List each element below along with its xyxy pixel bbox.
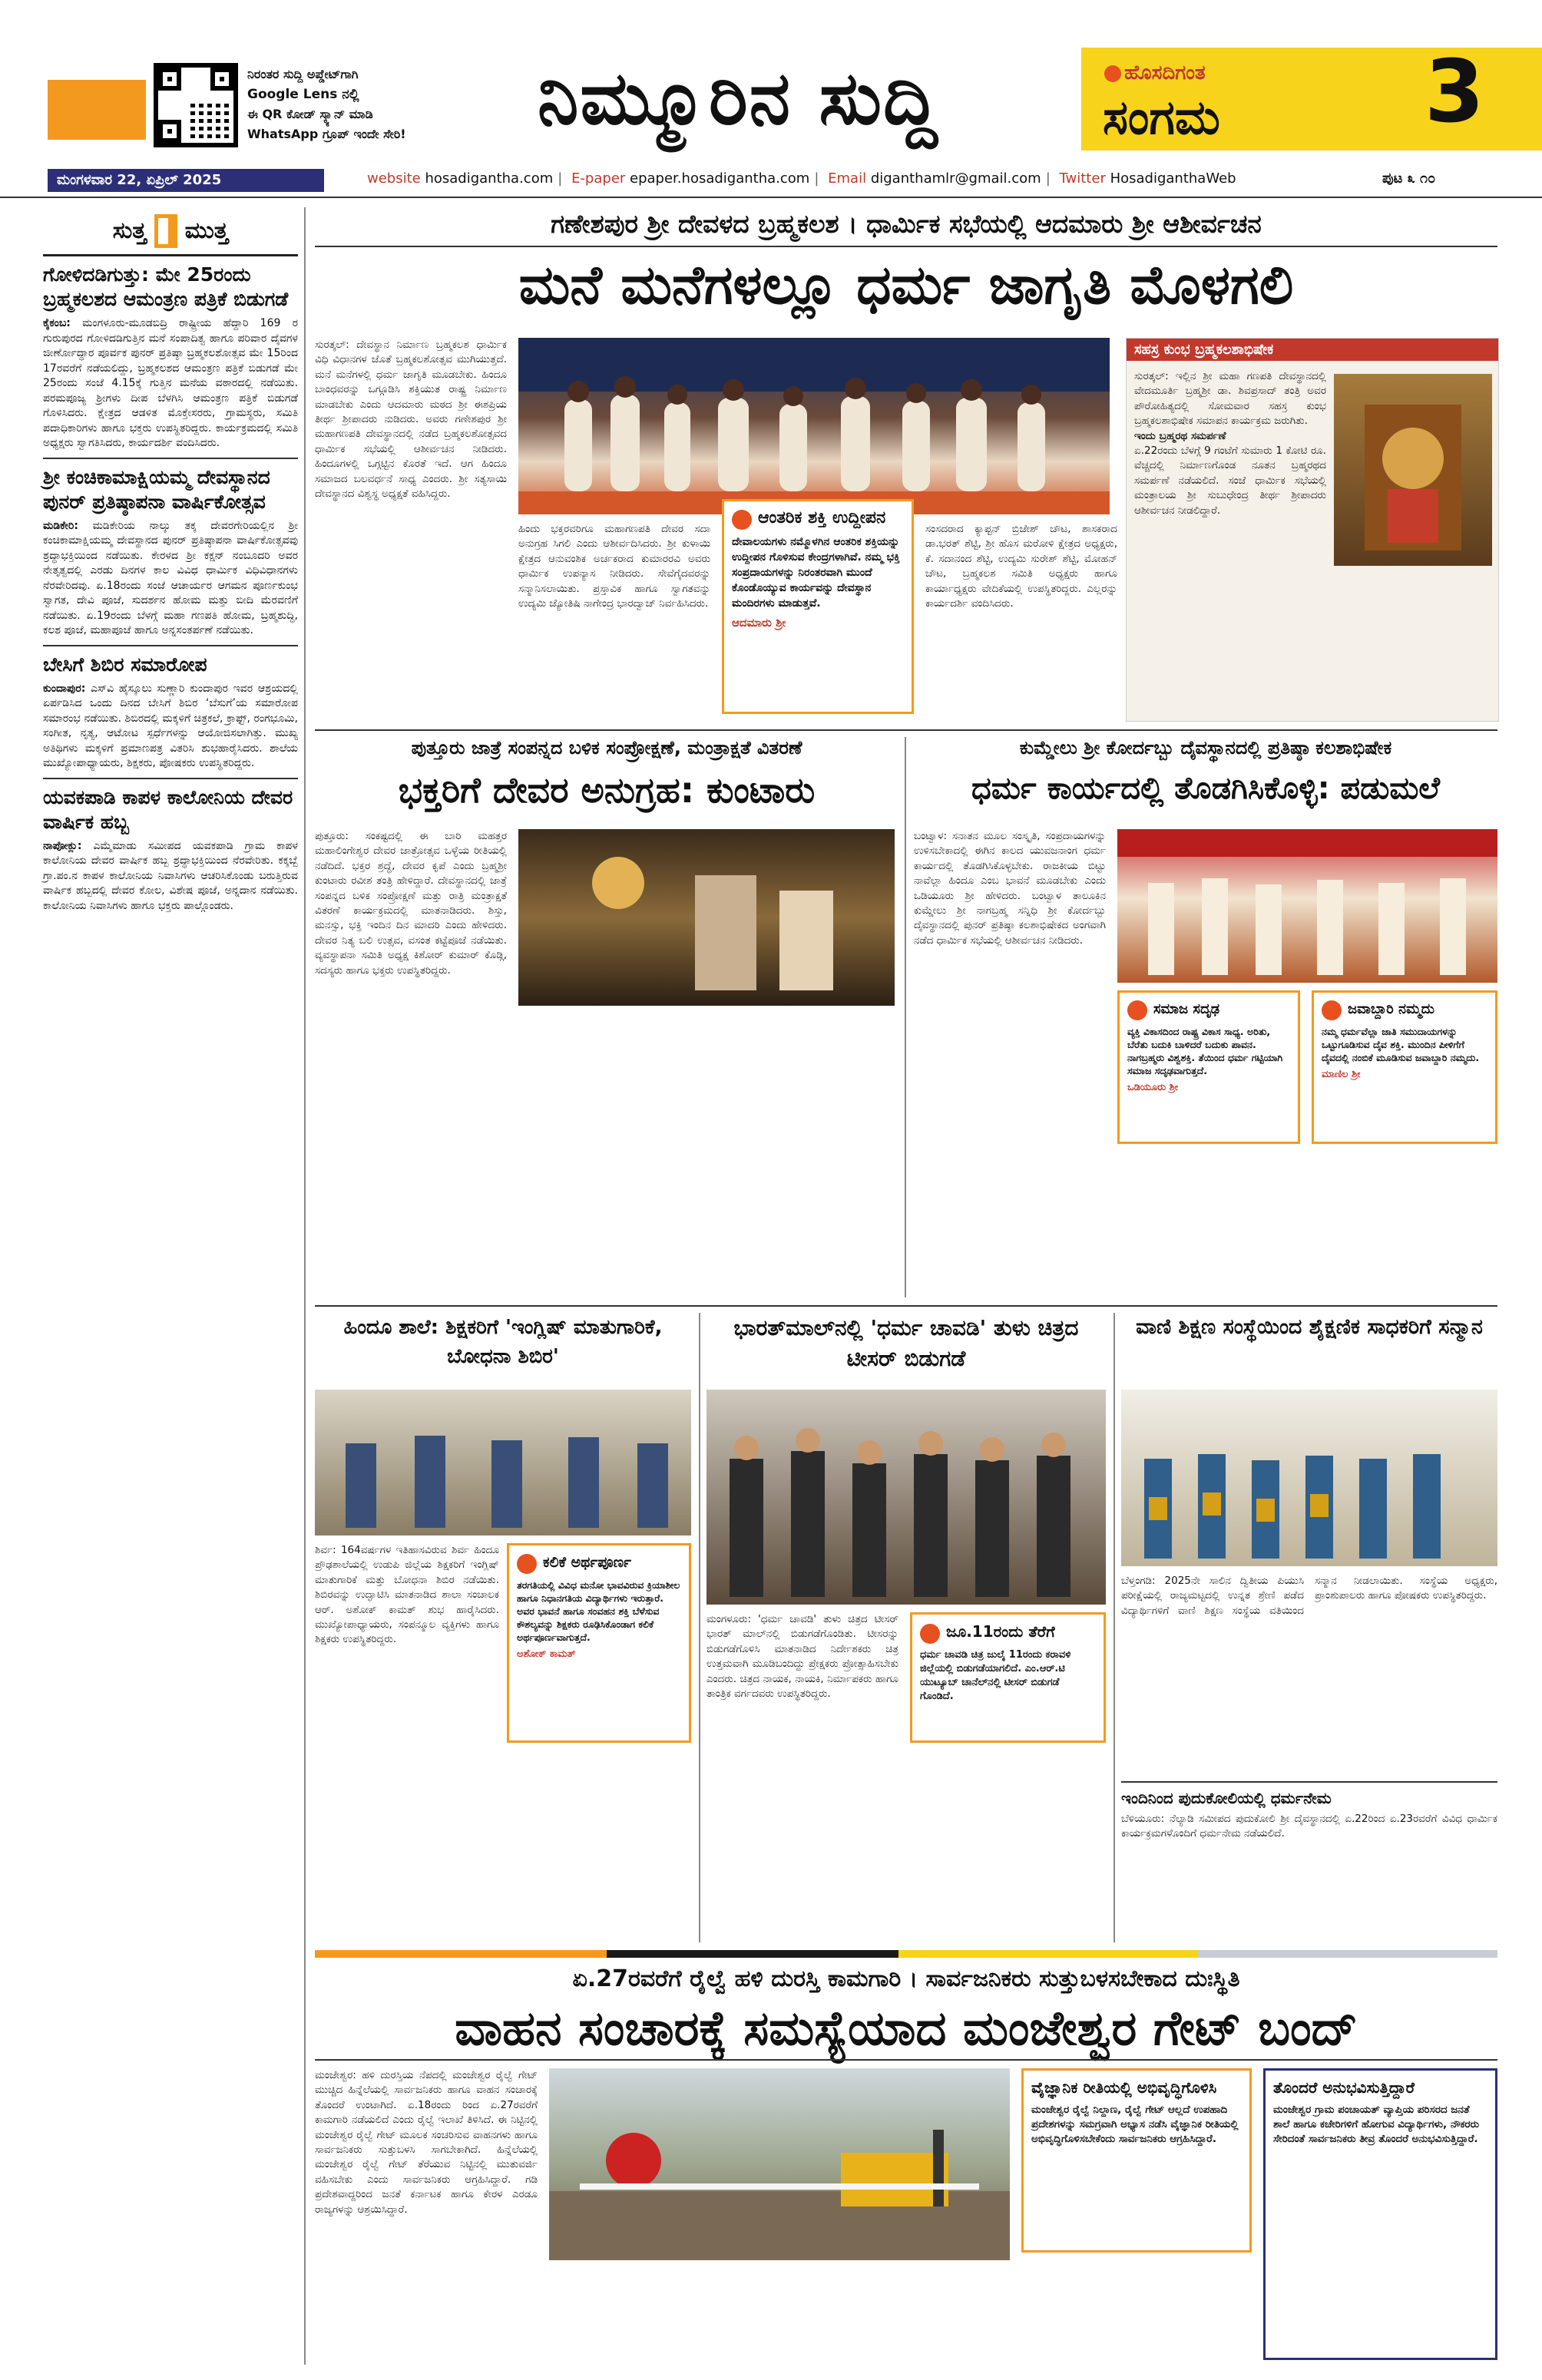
story-body: ಮಡಿಕೇರಿ: ಮಡಿಕೇರಿಯ ನಾಲ್ಕು ತಕ್ಕ ದೇವರಗೇರಿಯಲ್ಲಿನ ಶ್ರೀ ಕಂಚಿಕಾಮಾಕ್ಷಿಯಮ್ಮ ದೇವಸ್ಥಾನದ ಪುನರ್ ಪ್ರತಿಷ್ಠಾಪನಾ ವಾರ್ಷಿಕೋತ್ಸವವು ಶ್ರದ್ಧಾಭಕ್ತಿಯಿಂದ ನಡೆಯಿತು. ಕೇರಳದ ಶ್ರೀ ಕಕ್ಷನ್ ನಂಬೂದರಿ ಅವರ ನೇತೃತ್ವದಲ್ಲಿ ಎರಡು ದಿನಗಳ ಕಾಲ ವಿವಿಧ ಧಾರ್ಮಿಕ ವಿಧಿವಿಧಾನಗಳು ನೆರವೇರಿದವು. ಏ.18ರಂದು ಸಂಜೆ ಆಚಾರ್ಯರ ಆಗಮನ ಪೂರ್ಣಕುಂಭ ಸ್ವಾಗತ, ದೇವಿ ಪೂಜೆ, ಸುದರ್ಶನ ಹೋಮ ಮತ್ತು ಬೀದಿ ಮೆರವಣಿಗೆ ನಡೆಯಿತು. ಏ.19ರಂದು ಬೆಳಗ್ಗೆ ಮಹಾ ಗಣಪತಿ ಹೋಮ, ಬ್ರಹ್ಮಶುದ್ಧಿ, ಕಲಶ ಪೂಜೆ, ಮಹಾಪೂಜೆ ಹಾಗೂ ಅನ್ನಸಂತರ್ಪಣೆ ನಡೆಯಿತು.: [43, 519, 298, 636]
info-bar: [0, 163, 1542, 198]
decor-stripe: [1198, 1950, 1497, 1958]
felicitation-photo: [1121, 1390, 1497, 1566]
masthead-title: ನಿಮ್ಮೂರಿನ ಸುದ್ದಿ: [538, 55, 939, 141]
email-label: Email: [828, 170, 867, 187]
website-label: website: [367, 170, 421, 187]
callout-body: ಧರ್ಮ ಚಾವಡಿ ಚಿತ್ರ ಜುಲೈ 11ರಂದು ಕರಾವಳಿ ಜಿಲ್ಲೆಯಲ್ಲಿ ಬಿಡುಗಡೆಯಾಗಲಿದೆ. ಎಂ.ಆರ್.ಟಿ ಯುಟ್ಯೂಬ್ ಚಾನೆಲ್‌ನಲ್ಲಿ ಟೀಸರ್ ಬಿಡುಗಡೆ ಗೊಂಡಿದೆ.: [920, 1648, 1071, 1702]
column-title-a: ಸುತ್ತ: [112, 217, 147, 244]
story-body: ಕುಂದಾಪುರ: ಎಸ್‌ವಿ ಹೈಸ್ಕೂಲು ಸುಣ್ಣಾರಿ ಕುಂದಾಪುರ ಇವರ ಆಶ್ರಯದಲ್ಲಿ ಏರ್ಪಡಿಸಿದ ಒಂದು ದಿನದ ಬೇಸಿಗೆ ಶಿಬಿರ ‘ಬೆಸುಗೆ’ಯ ಸಮಾರೋಪ ಸಮಾರಂಭ ನಡೆಯಿತು. ಶಿಬಿರದಲ್ಲಿ ಮಕ್ಕಳಿಗೆ ಚಿತ್ರಕಲೆ, ಕ್ರಾಫ್ಟ್, ರಂಗಭೂಮಿ, ಸಂಗೀತ, ನೃತ್ಯ, ಆಟೋಟ ಸ್ಪರ್ಧೆಗಳನ್ನು ಆಯೋಜಿಸಲಾಗಿತ್ತು. ಮುಖ್ಯ ಅತಿಥಿಗಳು ಮಕ್ಕಳಿಗೆ ಪ್ರಮಾಣಪತ್ರ ವಿತರಿಸಿ ಶುಭಹಾರೈಸಿದರು. ಶಾಲೆಯ ಮುಖ್ಯೋಪಾಧ್ಯಾಯರು, ಶಿಕ್ಷಕರು, ಪೋಷಕರು ಉಪಸ್ಥಿತರಿದ್ದರು.: [43, 682, 298, 769]
callout-body: ವ್ಯಕ್ತಿ ವಿಕಾಸದಿಂದ ರಾಷ್ಟ್ರ ವಿಕಾಸ ಸಾಧ್ಯ. ಅರಿತು, ಬೆರೆತು ಬದುಕಿ ಬಾಳಿದರೆ ಬದುಕು ಪಾವನ. ನಾಗಬ್ರಹ್ಮರು ವಿಶ್ವಶಕ್ತಿ. ತೆಯಿಂದ ಧರ್ಮ ಗಟ್ಟಿಯಾಗಿ ಸಮಾಜ ಸದೃಢವಾಗುತ್ತದೆ.: [1127, 1026, 1283, 1076]
promo-line: ನಿರಂತರ ಸುದ್ದಿ ಅಪ್ಡೇಟ್‌ಗಾಗಿ: [247, 67, 359, 81]
puttur-body-cont: [518, 1013, 895, 1290]
story-headline: ವಾಹನ ಸಂಚಾರಕ್ಕೆ ಸಮಸ್ಯೆಯಾದ ಮಂಜೇಶ್ವರ ಗೇಟ್ ಬಂದ್: [455, 2000, 1358, 2056]
masthead-color-block: [48, 80, 146, 140]
bottom-body: ಮಂಜೇಶ್ವರ: ಹಳಿ ದುರಸ್ತಿಯ ನೆಪದಲ್ಲಿ ಮಂಜೇಶ್ವರ ರೈಲ್ವೆ ಗೇಟ್ ಮುಚ್ಚಿದ ಹಿನ್ನೆಲೆಯಲ್ಲಿ ಸಾರ್ವಜನಿಕರು ಹಾಗೂ ವಾಹನ ಸಂಚಾರಕ್ಕೆ ತೊಂದರೆ ಉಂಟಾಗಿದೆ. ಏ.18ರಂದು ರಿಂದ ಏ.27ರವರೆಗೆ ಕಾಮಗಾರಿ ನಡೆಯಲಿದೆ ಎಂದು ರೈಲ್ವೆ ಇಲಾಖೆ ತಿಳಿಸಿದೆ. ಈ ನಿಟ್ಟಿನಲ್ಲಿ ಮಂಜೇಶ್ವರ ರೈಲ್ವೆ ಗೇಟ್ ಮೂಲಕ ಸಂಚರಿಸುವ ವಾಹನಗಳು ಹಾಗೂ ಸಾರ್ವಜನಿಕರು ಸುತ್ತುಬಳಸಿ ಸಾಗಬೇಕಾಗಿದೆ. ಹಿನ್ನೆಲೆಯಲ್ಲಿ ಮಂಜೇಶ್ವರ ರೈಲ್ವೆ ಗೇಟ್ ತೆರೆಯುವ ನಿಟ್ಟಿನಲ್ಲಿ ಮುತುವರ್ಜಿ ವಹಿಸಬೇಕು ಎಂದು ಸಾರ್ವಜನಿಕರು ಆಗ್ರಹಿಸಿದ್ದಾರೆ. ಗಡಿ ಪ್ರದೇಶವಾದ್ದರಿಂದ ಜನತೆ ಕರ್ನಾಟಕ ಹಾಗೂ ಕೇರಳ ಎರಡೂ ರಾಜ್ಯಗಳನ್ನು ಆಶ್ರಯಿಸಿದ್ದಾರೆ.: [315, 2069, 538, 2216]
story-kicker: ಗಣೇಶಪುರ ಶ್ರೀ ದೇವಳದ ಬ್ರಹ್ಮಕಲಶ । ಧಾರ್ಮಿಕ ಸಭೆಯಲ್ಲಿ ಆದಮಾರು ಶ್ರೀ ಆಶೀರ್ವಚನ: [551, 209, 1262, 239]
callout-body: ಮಂಜೇಶ್ವರ ಗ್ರಾಮ ಪಂಚಾಯತ್ ವ್ಯಾಪ್ತಿಯ ಪರಿಸರದ ಜನತೆ ಶಾಲೆ ಹಾಗೂ ಕಚೇರಿಗಳಿಗೆ ಹೋಗುವ ವಿದ್ಯಾರ್ಥಿಗಳು, ನೌಕರರು ಸೇರಿದಂತೆ ಸಾರ್ವಜನಿಕರು ತೀವ್ರ ತೊಂದರೆ ಅನುಭವಿಸುತ್ತಿದ್ದಾರೆ.: [1273, 2104, 1480, 2145]
film-story: [706, 1313, 1106, 1374]
quote-callout: [1312, 990, 1497, 1144]
promo-line: WhatsApp ಗ್ರೂಪ್ ಇಂದೇ ಸೇರಿ!: [247, 127, 406, 141]
stage-photo: [518, 338, 1110, 514]
door-icon: [154, 214, 177, 248]
side-box-title: ಸಹಸ್ರ ಕುಂಭ ಬ್ರಹ್ಮಕಲಶಾಭಿಷೇಕ: [1127, 339, 1498, 361]
kumdelu-story: [914, 737, 1497, 806]
column-title-b: ಮುತ್ತ: [184, 217, 229, 244]
promo-line: Google Lens ನಲ್ಲಿ: [247, 87, 359, 102]
ceremony-photo: [1117, 829, 1497, 983]
film-body: ಮಂಗಳೂರು: 'ಧರ್ಮ ಚಾವಡಿ' ತುಳು ಚಿತ್ರದ ಟೀಸರ್ ಭಾರತ್ ಮಾಲ್‌ನಲ್ಲಿ ಬಿಡುಗಡೆಗೊಂಡಿತು. ಟೀಸರನ್ನು ಬಿಡುಗಡೆಗೊಳಿಸಿ ಮಾತನಾಡಿದ ನಿರ್ದೇಶಕರು ಚಿತ್ರ ಉತ್ತಮವಾಗಿ ಮೂಡಿಬಂದಿದ್ದು ಪ್ರೇಕ್ಷಕರು ಪ್ರೋತ್ಸಾಹಿಸಬೇಕು ಎಂದರು. ಚಿತ್ರದ ನಾಯಕ, ನಾಯಕಿ, ನಿರ್ಮಾಪಕರು ಹಾಗೂ ತಾಂತ್ರಿಕ ವರ್ಗದವರು ಉಪಸ್ಥಿತರಿದ್ದರು.: [706, 1613, 898, 1701]
quote-callout: [722, 499, 914, 714]
top-story: [315, 209, 1497, 240]
school-photo: [315, 1390, 691, 1535]
side-box-body: ಸುರತ್ಕಲ್: ಇಲ್ಲಿನ ಶ್ರೀ ಮಹಾ ಗಣಪತಿ ದೇವಸ್ಥಾನದಲ್ಲಿ ವೇದಮೂರ್ತಿ ಬ್ರಹ್ಮಶ್ರೀ ಡಾ. ಶಿವಪ್ರಸಾದ್ ತಂತ್ರಿ ಅವರ ಪೌರೋಹಿತ್ಯದಲ್ಲಿ ಸೋಮವಾರ ಸಹಸ್ರ ಕುಂಭ ಬ್ರಹ್ಮಕಲಶಾಭಿಷೇಕ ಸಮಾಪನ ಕಾರ್ಯಕ್ರಮ ಜರುಗಿತು. ಇಂದು ಬ್ರಹ್ಮರಥ ಸಮರ್ಪಣೆ ಏ.22ರಂದು ಬೆಳಗ್ಗೆ 9 ಗಂಟೆಗೆ ಸುಮಾರು 1 ಕೋಟಿ ರೂ. ವೆಚ್ಚದಲ್ಲಿ ನಿರ್ಮಾಣಗೊಂಡ ನೂತನ ಬ್ರಹ್ಮರಥದ ಸಮರ್ಪಣೆ ನಡೆಯಲಿದೆ. ಸಂಜೆ ಧಾರ್ಮಿಕ ಸಭೆಯಲ್ಲಿ ಮಂತ್ರಾಲಯ ಶ್ರೀ ಸುಬುಧೇಂದ್ರ ತೀರ್ಥ ಶ್ರೀಪಾದರು ಆಶೀರ್ವಚನ ನೀಡಲಿದ್ದಾರೆ.: [1134, 370, 1326, 517]
story-headline: ಶ್ರೀ ಕಂಚಿಕಾಮಾಕ್ಷಿಯಮ್ಮ ದೇವಸ್ಥಾನದ ಪುನರ್ ಪ್ರತಿಷ್ಠಾಪನಾ ವಾರ್ಷಿಕೋತ್ಸವ: [43, 465, 270, 513]
callout-signature: ಮಾಣಿಲ ಶ್ರೀ: [1322, 1069, 1361, 1080]
school-body: ಶಿರ್ವ: 164ವರ್ಷಗಳ ಇತಿಹಾಸವಿರುವ ಶಿರ್ವ ಹಿಂದೂ ಪ್ರೌಢಶಾಲೆಯಲ್ಲಿ ಉಡುಪಿ ಜಿಲ್ಲೆಯ ಶಿಕ್ಷಕರಿಗೆ ಇಂಗ್ಲಿಷ್ ಮಾತುಗಾರಿಕೆ ಮತ್ತು ಬೋಧನಾ ಶಿಬಿರ ನಡೆಯಿತು. ಶಿಬಿರವನ್ನು ಉದ್ಘಾಟಿಸಿ ಮಾತನಾಡಿದ ಶಾಲಾ ಸಂಚಾಲಕ ಆರ್. ಅಶೋಕ್ ಕಾಮತ್ ಶುಭ ಹಾರೈಸಿದರು. ಮುಖ್ಯೋಪಾಧ್ಯಾಯರು, ಸಂಪನ್ಮೂಲ ವ್ಯಕ್ತಿಗಳು ಹಾಗೂ ಶಿಕ್ಷಕರು ಉಪಸ್ಥಿತರಿದ್ದರು.: [315, 1544, 499, 1646]
story-headline: ಧರ್ಮ ಕಾರ್ಯದಲ್ಲಿ ತೊಡಗಿಸಿಕೊಳ್ಳಿ: ಪಡುಮಲೆ: [971, 771, 1440, 806]
top-story-col1: ಸುರತ್ಕಲ್: ದೇವಸ್ಥಾನ ನಿರ್ಮಾಣ ಬ್ರಹ್ಮಕಲಶ ಧಾರ್ಮಿಕ ವಿಧಿ ವಿಧಾನಗಳ ಜೊತೆ ಬ್ರಹ್ಮಕಲಶೋತ್ಸವ ಮುಗಿಯುತ್ತದೆ. ಮನೆ ಮನೆಗಳಲ್ಲಿ ಧರ್ಮ ಜಾಗೃತಿ ಮೂಡಬೇಕು. ಹಿಂದೂ ಬಾಂಧವರನ್ನು ಒಗ್ಗೂಡಿಸಿ ಶಕ್ತಿಯುತ ರಾಷ್ಟ್ರ ನಿರ್ಮಾಣ ಮಾಡಬೇಕು ಎಂದು ಆದಮಾರು ಮಠದ ಶ್ರೀ ಈಶಪ್ರಿಯ ತೀರ್ಥ ಶ್ರೀಪಾದರು ನುಡಿದರು. ಅವರು ಗಣೇಶಪುರ ಶ್ರೀ ಮಹಾಗಣಪತಿ ದೇವಸ್ಥಾನದಲ್ಲಿ ನಡೆದ ಬ್ರಹ್ಮಕಲಶೋತ್ಸವದ ಧಾರ್ಮಿಕ ಸಭೆಯಲ್ಲಿ ಆಶೀರ್ವಚನ ನೀಡಿದರು. ಹಿಂದೂಗಳಲ್ಲಿ ಒಗ್ಗಟ್ಟಿನ ಕೊರತೆ ಇದೆ. ಆಗ ಹಿಂದೂ ಸಮಾಜದ ಬಲವರ್ಧನೆ ಸಾಧ್ಯ ಎಂದರು. ಶ್ರೀ ಸತ್ಯಸಾಯಿ ದೇವಸ್ಥಾನದ ವಿಶ್ವಸ್ಥ ಅಧ್ಯಕ್ಷತೆ ವಹಿಸಿದ್ದರು.: [315, 339, 507, 501]
story-headline: ಭಾರತ್‌ಮಾಲ್‌ನಲ್ಲಿ 'ಧರ್ಮ ಚಾವಡಿ' ತುಳು ಚಿತ್ರದ ಟೀಸರ್ ಬಿಡುಗಡೆ: [733, 1315, 1079, 1371]
story-headline: ವಾಣಿ ಶಿಕ್ಷಣ ಸಂಸ್ಥೆಯಿಂದ ಶೈಕ್ಷಣಿಕ ಸಾಧಕರಿಗೆ ಸನ್ಮಾನ: [1136, 1315, 1483, 1339]
left-column: [43, 207, 298, 2365]
vani-body: ಬೆಳ್ತಂಗಡಿ: 2025ನೇ ಸಾಲಿನ ದ್ವಿತೀಯ ಪಿಯುಸಿ ಪರೀಕ್ಷೆಯಲ್ಲಿ ರಾಜ್ಯಮಟ್ಟದಲ್ಲಿ ಉನ್ನತ ಶ್ರೇಣಿ ಪಡೆದ ವಿದ್ಯಾರ್ಥಿಗಳಿಗೆ ವಾಣಿ ಶಿಕ್ಷಣ ಸಂಸ್ಥೆಯ ವತಿಯಿಂದ ಸನ್ಮಾನ ನೀಡಲಾಯಿತು. ಸಂಸ್ಥೆಯ ಅಧ್ಯಕ್ಷರು, ಪ್ರಾಂಶುಪಾಲರು ಹಾಗೂ ಪೋಷಕರು ಉಪಸ್ಥಿತರಿದ್ದರು.: [1121, 1575, 1497, 1617]
contact-links: website hosadigantha.com | E-paper epaper.hosadigantha.com | Email diganthamlr@gmail.com | Twitter HosadiganthaWeb: [367, 170, 1236, 187]
twitter-link[interactable]: HosadiganthaWeb: [1110, 170, 1236, 187]
demand-callout: [1021, 2068, 1252, 2253]
callout-title: ವೈಜ್ಞಾನಿಕ ರೀತಿಯಲ್ಲಿ ಅಭಿವೃದ್ಧಿಗೊಳಿಸಿ: [1031, 2078, 1217, 2097]
callout-signature: ಆದಮಾರು ಶ್ರೀ: [732, 615, 786, 630]
release-callout: [910, 1612, 1106, 1743]
bottom-story: [315, 1965, 1497, 2057]
email-link[interactable]: diganthamlr@gmail.com: [870, 170, 1041, 187]
top-headline: ಮನೆ ಮನೆಗಳಲ್ಲೂ ಧರ್ಮ ಜಾಗೃತಿ ಮೊಳಗಲಿ: [518, 253, 1294, 316]
page-number: 3: [1425, 42, 1484, 142]
side-box-subhead: ಇಂದು ಬ್ರಹ್ಮರಥ ಸಮರ್ಪಣೆ: [1134, 429, 1226, 442]
quote-icon: [1127, 1000, 1147, 1020]
page-count: ಪುಟ ೩ ೧೦: [1382, 170, 1436, 187]
railway-gate-photo: [549, 2068, 1010, 2260]
promo-line: ಈ QR ಕೋಡ್ ಸ್ಕ್ಯಾನ್ ಮಾಡಿ: [247, 107, 373, 121]
story-kicker: ಏ.27ರವರೆಗೆ ರೈಲ್ವೆ ಹಳಿ ದುರಸ್ತಿ ಕಾಮಗಾರಿ । ಸಾರ್ವಜನಿಕರು ಸುತ್ತುಬಳಸಬೇಕಾದ ದುಃಸ್ಥಿತಿ: [572, 1965, 1240, 1992]
story-kicker: ಪುತ್ತೂರು ಜಾತ್ರೆ ಸಂಪನ್ನದ ಬಳಿಕ ಸಂಪ್ರೋಕ್ಷಣೆ, ಮಂತ್ರಾಕ್ಷತೆ ವಿತರಣೆ: [411, 737, 802, 759]
qr-code-icon: [154, 63, 238, 147]
masthead: [0, 0, 1542, 161]
decor-stripe: [898, 1950, 1198, 1958]
section-name: ಸಂಗಮ: [1103, 89, 1220, 145]
callout-body: ಮಂಜೇಶ್ವರ ರೈಲ್ವೆ ನಿಲ್ದಾಣ, ರೈಲ್ವೆ ಗೇಟ್ ಆಲ್ಲದೆ ಉಪಹಾದಿ ಪ್ರದೇಶಗಳನ್ನು ಸಮಗ್ರವಾಗಿ ಅಭ್ಯಾಸ ನಡೆಸಿ ವೈಜ್ಞಾನಿಕ ರೀತಿಯಲ್ಲಿ ಅಭಿವೃದ್ಧಿಗೊಳಿಸಬೇಕೆಂದು ಸಾರ್ವಜನಿಕರು ಆಗ್ರಹಿಸಿದ್ದಾರೆ.: [1031, 2104, 1239, 2145]
brand-logo: [1104, 61, 1206, 85]
sun-icon: [1104, 65, 1121, 82]
idol-photo: [1334, 374, 1492, 566]
top-story-col3: ಸಂಸದರಾದ ಕ್ಯಾಪ್ಟನ್ ಬ್ರಿಜೇಶ್ ಚೌಟ, ಶಾಸಕರಾದ ಡಾ.ಭರತ್ ಶೆಟ್ಟಿ, ಶ್ರೀ ಹೊಸ ಮರೋಳಿ ಕ್ಷೇತ್ರದ ಅಧ್ಯಕ್ಷರು, ಕೆ. ಸದಾನಂದ ಶೆಟ್ಟಿ, ಉದ್ಯಮಿ ಸುರೇಶ್ ಶೆಟ್ಟಿ, ಮೋಹನ್ ಚೌಟ, ಬ್ರಹ್ಮಕಲಶ ಸಮಿತಿ ಅಧ್ಯಕ್ಷರು ಹಾಗೂ ಕಾರ್ಯಾಧ್ಯಕ್ಷರು ವೇದಿಕೆಯಲ್ಲಿ ಉಪಸ್ಥಿತರಿದ್ದರು. ಎಲ್ಲರನ್ನು ಕಾರ್ಯದರ್ಶಿ ವಂದಿಸಿದರು.: [925, 523, 1117, 610]
story-headline: ಬೇಸಿಗೆ ಶಿಬಿರ ಸಮಾರೋಪ: [43, 653, 207, 676]
twitter-label: Twitter: [1059, 170, 1106, 187]
callout-title: ತೊಂದರೆ ಅನುಭವಿಸುತ್ತಿದ್ದಾರೆ: [1273, 2078, 1415, 2097]
website-link[interactable]: hosadigantha.com: [425, 170, 554, 187]
story-kicker: ಕುಮ್ಡೇಲು ಶ್ರೀ ಕೋರ್ದಬ್ಬು ದೈವಸ್ಥಾನದಲ್ಲಿ ಪ್ರತಿಷ್ಠಾ ಕಲಶಾಭಿಷೇಕ: [1019, 737, 1392, 759]
puttur-body: ಪುತ್ತೂರು: ಸಂಕಷ್ಟದಲ್ಲಿ ಈ ಬಾರಿ ಮಹತ್ತರ ಮಹಾಲಿಂಗೇಶ್ವರ ದೇವರ ಜಾತ್ರೋತ್ಸವ ಒಳ್ಳೆಯ ರೀತಿಯಲ್ಲಿ ನಡೆದಿದೆ. ಭಕ್ತರ ಶ್ರದ್ಧೆ, ದೇವರ ಕೃಪೆ ಎಂದು ಬ್ರಹ್ಮಶ್ರೀ ಕುಂಟಾರು ರವೀಶ ತಂತ್ರಿ ಹೇಳಿದ್ದಾರೆ. ದೇವಸ್ಥಾನದಲ್ಲಿ ಜಾತ್ರೆ ಸಂಪನ್ನದ ಬಳಿಕ ಸಂಪ್ರೋಕ್ಷಣೆ ಮತ್ತು ರಾತ್ರಿ ಮಂತ್ರಾಕ್ಷತೆ ವಿತರಣೆ ಕಾರ್ಯಕ್ರಮದಲ್ಲಿ ಮಾತನಾಡಿದರು. ಶಿಸ್ತು, ಮನಸ್ಸು, ಭಕ್ತಿ ಇಂದಿನ ದಿನ ಮಾದರಿ ಎಂದು ಹೇಳಿದರು. ದೇವರ ನಿತ್ಯ ಬಲಿ ಉತ್ಸವ, ವಸಂತ ಕಟ್ಟೆಪೂಜೆ ನಡೆಯಿತು. ವ್ಯವಸ್ಥಾಪನಾ ಸಮಿತಿ ಅಧ್ಯಕ್ಷ ಕಿಶೋರ್ ಕುಮಾರ್ ಕೊಡ್ಗಿ, ಸದಸ್ಯರು ಹಾಗೂ ಭಕ್ತರು ಉಪಸ್ಥಿತರಿದ್ದರು.: [315, 830, 507, 977]
story-headline: ಇಂದಿನಿಂದ ಪುದುಕೋಲಿಯಲ್ಲಿ ಧರ್ಮನೇಮ: [1121, 1789, 1332, 1807]
story-body: ಬೆಳಿಯೂರು: ನೆಲ್ಯಾಡಿ ಸಮೀಪದ ಪುದುಕೋಲಿ ಶ್ರೀ ದೈವಸ್ಥಾನದಲ್ಲಿ ಏ.22ರಿಂದ ಏ.23ರವರೆಗೆ ವಿವಿಧ ಧಾರ್ಮಿಕ ಕಾರ್ಯಕ್ರಮಗಳೊಂದಿಗೆ ಧರ್ಮನೇಮ ನಡೆಯಲಿದೆ.: [1121, 1813, 1497, 1840]
story-headline: ಭಕ್ತರಿಗೆ ದೇವರ ಅನುಗ್ರಹ: ಕುಂಟಾರು: [398, 769, 816, 811]
quote-callout: [1117, 990, 1300, 1144]
quote-icon: [1322, 1000, 1342, 1020]
whatsapp-promo: [247, 64, 470, 144]
side-box: [1126, 338, 1499, 722]
top-story-col2: ಹಿಂದು ಭಕ್ತರವರಿಗೂ ಮಹಾಗಣಪತಿ ದೇವರ ಸದಾ ಅನುಗ್ರಹ ಸಿಗಲಿ ಎಂದು ಆಶೀರ್ವದಿಸಿದರು. ಶ್ರೀ ಕುಳಾಯಿ ಕ್ಷೇತ್ರದ ಆನುವಂಶಿಕ ಅರ್ಚಕರಾದ ಕುಮಾರರವಿ ಅವರು ಧಾರ್ಮಿಕ ಉಪನ್ಯಾಸ ನೀಡಿದರು. ಸೇವೆಗೈದವರನ್ನು ಸನ್ಮಾನಿಸಲಾಯಿತು. ಪ್ರಸ್ತಾವಿಕ ಹಾಗೂ ಸ್ವಾಗತವನ್ನು ಉದ್ಯಮಿ ಜ್ಯೋತಿಷಿ ನಾಗೇಂದ್ರ ಭಾರದ್ವಾಜ್ ನಿರ್ವಹಿಸಿದರು.: [518, 523, 710, 610]
callout-body: ದೇವಾಲಯಗಳು ನಮ್ಮೊಳಗಿನ ಆಂತರಿಕ ಶಕ್ತಿಯನ್ನು ಉದ್ದೀಪನ ಗೊಳಿಸುವ ಕೇಂದ್ರಗಳಾಗಿವೆ. ನಮ್ಮ ಭಕ್ತಿ ಸಂಪ್ರದಾಯಗಳನ್ನು ನಿರಂತರವಾಗಿ ಮುಂದೆ ಕೊಂಡೊಯ್ಯುವ ಕಾರ್ಯವನ್ನು ದೇವಸ್ಥಾನ ಮಂದಿರಗಳು ಮಾಡುತ್ತವೆ.: [732, 535, 900, 610]
top-headline-wrap: [315, 253, 1497, 317]
callout-body: ನಮ್ಮ ಧರ್ಮವೆಲ್ಲಾ ಜಾತಿ ಸಮುದಾಯಗಳನ್ನು ಒಟ್ಟುಗೂಡಿಸುವ ದೈವ ಶಕ್ತಿ. ಮುಂದಿನ ಪೀಳಿಗೆಗೆ ದೈವದಲ್ಲಿ ನಂಬಿಕೆ ಮೂಡಿಸುವ ಜವಾಬ್ದಾರಿ ನಮ್ಮದು.: [1322, 1026, 1480, 1063]
column-title: [43, 207, 298, 256]
story-body: ನಾಪೋಕ್ಲು: ಎಮ್ಮೆಮಾಡು ಸಮೀಪದ ಯವಕಪಾಡಿ ಗ್ರಾಮ ಕಾಪಳ ಕಾಲೋನಿಯ ದೇವರ ವಾರ್ಷಿಕ ಹಬ್ಬ ಶ್ರದ್ಧಾಭಕ್ತಿಯಿಂದ ನೆರವೇರಿತು. ಕಕ್ಕಬ್ಬೆ ಗ್ರಾ.ಪಂ.ನ ಕಾಪಳ ಕಾಲೋನಿಯ ನಿವಾಸಿಗಳು ಆಚರಿಸಿಕೊಂಡು ಬರುತ್ತಿರುವ ವಾರ್ಷಿಕ ಹಬ್ಬದಲ್ಲಿ ದೇವರ ಕೋಲ, ವಿಶೇಷ ಪೂಜೆ, ಅನ್ನದಾನ ನಡೆಯಿತು. ಕಾಲೋನಿಯ ನಿವಾಸಿಗಳು ಹಾಗೂ ಭಕ್ತರು ಪಾಲ್ಗೊಂಡರು.: [43, 839, 299, 912]
calendar-icon: [920, 1624, 940, 1644]
callout-title: ಸಮಾಜ ಸದೃಢ: [1153, 1001, 1220, 1017]
epaper-label: E-paper: [571, 170, 626, 187]
decor-stripe: [315, 1950, 607, 1958]
callout-title: ಜವಾಬ್ದಾರಿ ನಮ್ಮದು: [1348, 1001, 1434, 1017]
callout-signature: ಅಶೋಕ್ ಕಾಮತ್: [517, 1648, 576, 1660]
story-headline: ಯವಕಪಾಡಿ ಕಾಪಳ ಕಾಲೋನಿಯ ದೇವರ ವಾರ್ಷಿಕ ಹಬ್ಬ: [43, 785, 293, 833]
story-headline: ಹಿಂದೂ ಶಾಲೆ: ಶಿಕ್ಷಕರಿಗೆ 'ಇಂಗ್ಲಿಷ್ ಮಾತುಗಾರಿಕೆ, ಬೋಧನಾ ಶಿಬಿರ': [343, 1316, 663, 1368]
hardship-callout: [1263, 2068, 1497, 2360]
story-body: ಕೈಕಂಬ: ಮಂಗಳೂರು-ಮೂಡಬಿದ್ರಿ ರಾಷ್ಟ್ರೀಯ ಹೆದ್ದಾರಿ 169 ರ ಗುರುಪುರದ ಗೋಳಿದಡಿಗುತ್ತಿನ ಮನೆ ಸಂಪಾದಿತ್ವ ಹಾಗೂ ಪರಿವಾರ ದೈವಗಳ ಜೀರ್ಣೋದ್ಧಾರ ಪೂರ್ವಕ ಪುನರ್ ಪ್ರತಿಷ್ಠಾ ಬ್ರಹ್ಮಕಲಶೋತ್ಸವ ಮೇ 15ರಿಂದ 17ರವರೆಗೆ ನಡೆಯಲಿದ್ದು, ಬ್ರಹ್ಮಕಲಶದ ಆಮಂತ್ರಣ ಪತ್ರಿಕೆ ಬಿಡುಗಡೆ ಮೇ 25ರಂದು ಸಂಜೆ 4.15ಕ್ಕೆ ಗುತ್ತಿನ ಮನೆಯ ವಠಾರದಲ್ಲಿ ನಡೆಯಿತು. ಪರಮಪೂಜ್ಯ ಶ್ರೀಗಳು ದೀಪ ಬೆಳಗಿಸಿ ಆಮಂತ್ರಣ ಪತ್ರಿಕೆ ಬಿಡುಗಡೆ ಗೊಳಿಸಿದರು. ಕ್ಷೇತ್ರದ ಆಡಳಿತ ಮೊಕ್ತೇಸರರು, ಗ್ರಾಮಸ್ಥರು, ಸಮಿತಿ ಪದಾಧಿಕಾರಿಗಳು ಹಾಗೂ ಭಕ್ತರು ಉಪಸ್ಥಿತರಿದ್ದರು. ಕಾರ್ಯಕ್ರಮದಲ್ಲಿ ಸಮಿತಿ ಅಧ್ಯಕ್ಷರು ಸ್ವಾಗತಿಸಿದರು, ಕಾರ್ಯದರ್ಶಿ ವಂದಿಸಿದರು.: [43, 317, 299, 449]
issue-date: ಮಂಗಳವಾರ 22, ಏಪ್ರಿಲ್ 2025: [48, 169, 324, 192]
stage-photo-art: [518, 338, 1110, 514]
film-photo: [706, 1390, 1106, 1605]
temple-photo: [518, 829, 895, 1006]
school-story: [315, 1313, 691, 1371]
puttur-story: [315, 737, 898, 812]
vani-story: [1121, 1313, 1497, 1342]
kumdelu-body: ಬಂಟ್ವಾಳ: ಸನಾತನ ಮೂಲ ಸಂಸ್ಕೃತಿ, ಸಂಪ್ರದಾಯಗಳನ್ನು ಉಳಿಸಬೇಕಾದಲ್ಲಿ ಈಗಿನ ಕಾಲದ ಯುವಜನಾಂಗ ಧರ್ಮ ಕಾರ್ಯದಲ್ಲಿ ತೊಡಗಿಸಿಕೊಳ್ಳಬೇಕು. ರಾಜಕೀಯ ಬಿಟ್ಟು ನಾವೆಲ್ಲಾ ಹಿಂದೂ ಎಂಬ ಭಾವನೆ ಮೂಡಬೇಕು ಎಂದು ಒಡಿಯೂರು ಶ್ರೀ ಹೇಳಿದರು. ಬಂಟ್ವಾಳ ತಾಲೂಕಿನ ಕುಮ್ಡೇಲು ಶ್ರೀ ನಾಗಬ್ರಹ್ಮ ಸನ್ನಿಧಿ ಶ್ರೀ ಕೋರ್ದಬ್ಬು ದೈವಸ್ಥಾನದಲ್ಲಿ ಪುನರ್ ಪ್ರತಿಷ್ಠಾ ಕಲಶಾಭಿಷೇಕದ ಅಂಗವಾಗಿ ನಡೆದ ಧಾರ್ಮಿಕ ಸಭೆಯಲ್ಲಿ ಆಶೀರ್ವಚನ ನೀಡಿದರು.: [914, 830, 1106, 947]
callout-title: ಆಂತರಿಕ ಶಕ್ತಿ ಉದ್ದೀಪನ: [758, 508, 886, 527]
quote-callout: [507, 1543, 691, 1743]
puduкoli-story: [1121, 1789, 1497, 1927]
callout-body: ತರಗತಿಯಲ್ಲಿ ವಿವಿಧ ಮನೋ ಭಾವವಿರುವ ಕ್ರಿಯಾಶೀಲ ಹಾಗೂ ನಿಧಾನಗತಿಯ ವಿದ್ಯಾರ್ಥಿಗಳು ಇರುತ್ತಾರೆ. ಅವರ ಭಾವನೆ ಹಾಗೂ ಸಂವಹನ ಶಕ್ತಿ ಬೆಳೆಸುವ ಕೌಶಲ್ಯವನ್ನು ಶಿಕ್ಷಕರು ರೂಢಿಸಿಕೊಂಡಾಗ ಕಲಿಕೆ ಅರ್ಥಪೂರ್ಣವಾಗುತ್ತದೆ.: [517, 1578, 680, 1643]
quote-icon: [732, 510, 752, 530]
quote-icon: [517, 1554, 537, 1574]
bottom-body-cont: [549, 2265, 1010, 2365]
column-divider: [304, 207, 306, 2365]
callout-title: ಜೂ.11ರಂದು ತೆರೆಗೆ: [946, 1622, 1055, 1641]
decor-stripe: [607, 1950, 898, 1958]
callout-signature: ಒಡಿಯೂರು ಶ್ರೀ: [1127, 1082, 1179, 1093]
callout-title: ಕಲಿಕೆ ಅರ್ಥಪೂರ್ಣ: [543, 1554, 631, 1571]
story-headline: ಗೋಳಿದಡಿಗುತ್ತು: ಮೇ 25ರಂದು ಬ್ರಹ್ಮಕಲಶದ ಆಮಂತ್ರಣ ಪತ್ರಿಕೆ ಬಿಡುಗಡೆ: [43, 263, 289, 310]
epaper-link[interactable]: epaper.hosadigantha.com: [630, 170, 810, 187]
brand-name: ಹೊಸದಿಗಂತ: [1124, 61, 1206, 84]
